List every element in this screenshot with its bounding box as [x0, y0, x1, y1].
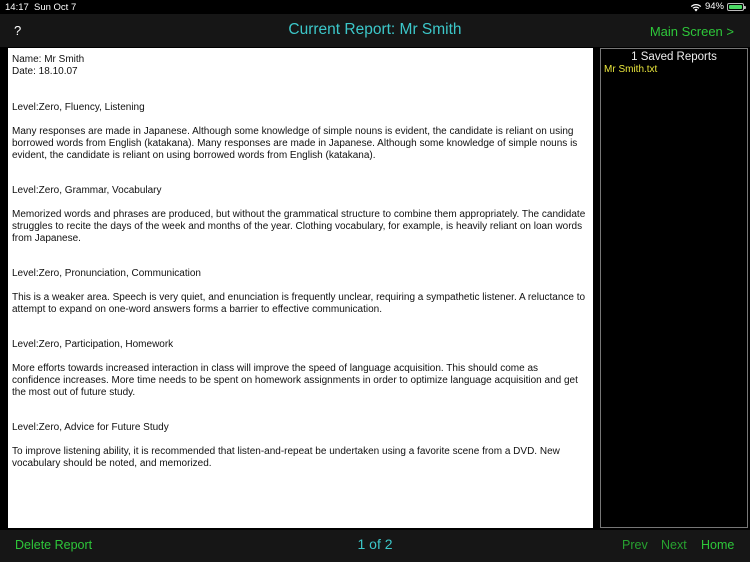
section-body: This is a weaker area. Speech is very quiet, and enunciation is frequently unclear, requiring a sympathetic listener. A reluctance to attempt to expand on one-word answers forms a barrier to effective communication. — [12, 292, 586, 315]
battery-percent: 94% — [704, 1, 724, 12]
section-heading: Level:Zero, Grammar, Vocabulary — [12, 185, 162, 196]
saved-reports-panel — [600, 48, 748, 528]
footer-bar — [0, 530, 750, 562]
report-name: Name: Mr Smith — [12, 54, 85, 65]
saved-reports-title: 1 Saved Reports — [631, 51, 717, 63]
home-button[interactable]: Home — [701, 538, 735, 552]
section-heading: Level:Zero, Advice for Future Study — [12, 422, 169, 433]
main-screen-button[interactable]: Main Screen > — [649, 24, 734, 39]
section-heading: Level:Zero, Pronunciation, Communication — [12, 268, 201, 279]
status-date: Sun Oct 7 — [34, 2, 77, 13]
delete-report-button[interactable]: Delete Report — [15, 538, 93, 552]
section-body: More efforts towards increased interaction in class will improve the speed of language acquisition. This should come as confidence increases. More time needs to be spent on homework assignments in order to optimize language acquisition and get the most out of future study. — [12, 363, 578, 398]
status-time: 14:17 — [5, 2, 29, 13]
page-title: Current Report: Mr Smith — [288, 21, 462, 38]
status-right — [690, 1, 744, 12]
report-text-view[interactable] — [8, 48, 593, 528]
help-button[interactable]: ? — [14, 23, 22, 38]
prev-button[interactable]: Prev — [622, 538, 648, 552]
status-bar — [0, 0, 750, 14]
header-bar — [0, 14, 750, 47]
wifi-icon — [690, 2, 702, 12]
page-indicator: 1 of 2 — [357, 536, 393, 552]
report-meta — [12, 54, 589, 78]
section-body: Many responses are made in Japanese. Although some knowledge of simple nouns is evident, the candidate is reliant on using borrowed words from English (katakana). Many responses are made in Japanese. Although some knowledge of simple nouns is evident, the candidate is reliant on using borrowed words from English (katakana). — [12, 126, 578, 161]
saved-report-item[interactable]: Mr Smith.txt — [604, 64, 658, 75]
next-button[interactable]: Next — [661, 538, 687, 552]
report-date: Date: 18.10.07 — [12, 66, 78, 77]
section-heading: Level:Zero, Participation, Homework — [12, 339, 174, 350]
section-body: Memorized words and phrases are produced, but without the grammatical structure to combine them appropriately. The candidate struggles to recite the days of the week and months of the year. Clothing vocabulary, for example, is heavily reliant on loan words from Japanese. — [12, 209, 586, 244]
section-body: To improve listening ability, it is recommended that listen-and-repeat be undertaken using a favorite scene from a DVD. New vocabulary should be noted, and memorized. — [12, 446, 560, 469]
battery-charging-icon — [727, 3, 744, 11]
section-heading: Level:Zero, Fluency, Listening — [12, 102, 145, 113]
